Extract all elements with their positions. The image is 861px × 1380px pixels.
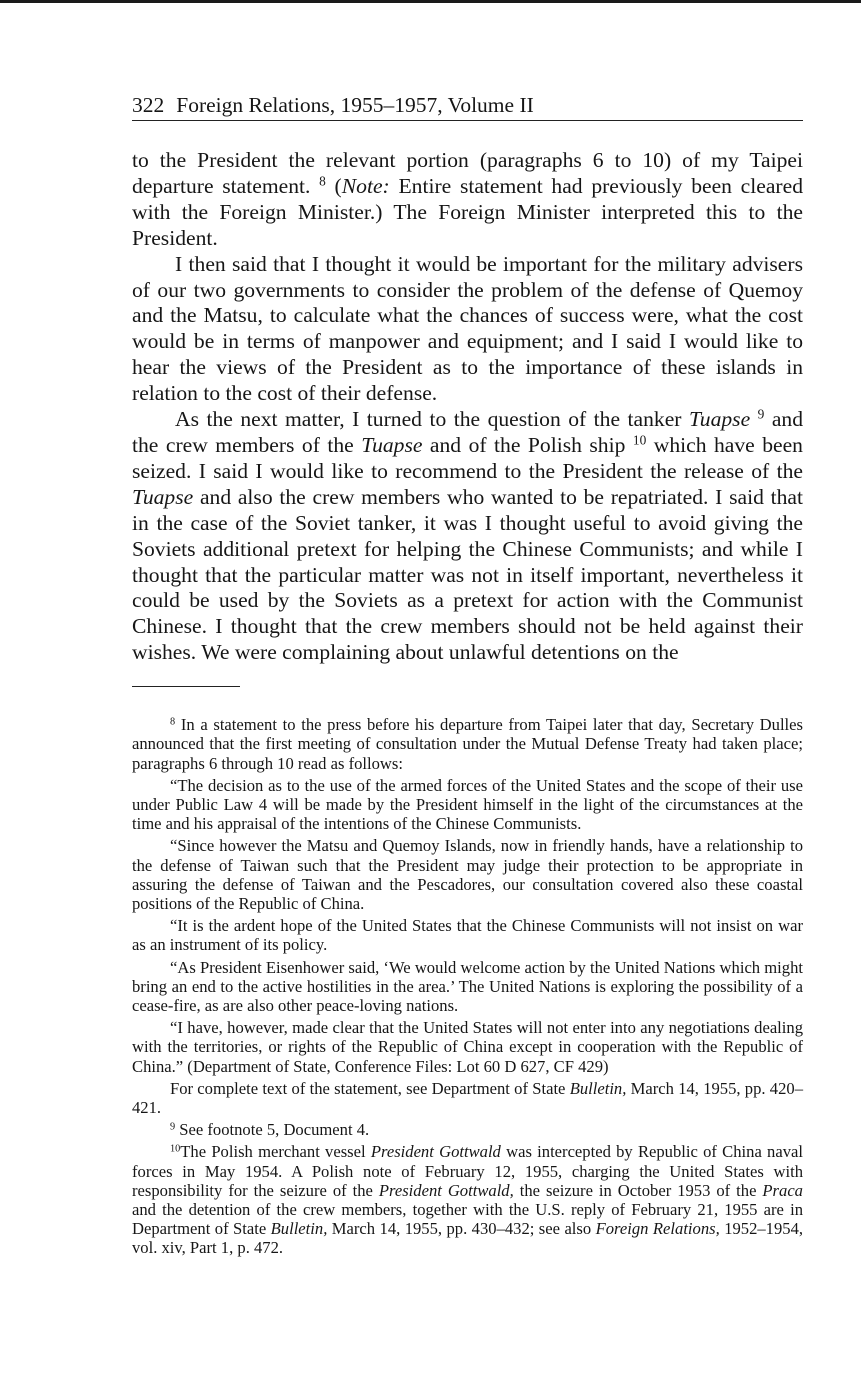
footnote-8-quote-3: “It is the ardent hope of the United States that the Chinese Communists will not insist on war as an instrument of its policy. [132,916,803,955]
footnote-8-quote-4: “As President Eisenhower said, ‘We would welcome action by the United Nations which might bring an end to the active hostilities in the area.’ The United Nations is exploring the possibility of a cease-fire, as are also other peace-loving nations. [132,957,803,1015]
ship-name: Praca [762,1180,803,1200]
scan-top-border [0,0,861,3]
document-page [132,92,803,1261]
footnote-ref-9: 9 [757,406,765,422]
footnote-text: See footnote 5, Document 4. [175,1120,370,1140]
footnote-mark: 8 [170,716,176,728]
running-title: Foreign Relations, 1955–1957, Volume II [176,93,534,117]
footnote-10 [132,1142,803,1257]
ship-name: Tuapse [688,407,751,432]
footnote-text: 1952–1954, vol. xiv, Part 1, p. 472. [132,1219,804,1258]
footnote-separator [132,686,240,687]
running-header [132,92,803,118]
page-number: 322 [132,93,165,117]
footnote-text: the seizure in October 1953 of the [513,1180,763,1200]
text-run: Entire statement had previously been cleared with the Foreign Minister.) The Foreign Minister interpreted this to the President. [132,173,804,250]
footnote-8-quote-5: “I have, however, made clear that the United States will not enter into any negotiations dealing with the territories, or rights of the Republic of China except in cooperation with the Republic of China.” (Department of State, Conference Files: Lot 60 D 627, CF 429) [132,1018,803,1076]
text-run: which have been seized. I said I would like to recommend to the President the release of the [132,432,803,483]
text-run: and also the crew members who wanted to be repatriated. I said that in the case of the Soviet tanker, it was I thought useful to avoid giving the Soviets additional pretext for helping the Chinese Communists; and while I thought that the particular matter was not in itself important, nevertheless it could be used by the Soviets as a pretext for action with the Communist Chinese. I thought that the crew members should not be held against their wishes. We were complaining about unlawful detentions on the [132,484,803,665]
ship-name: President Gottwald [370,1142,501,1162]
footnote-text: was intercepted by Republic of China naval forces in May 1954. A Polish note of February 12, 1955, charging the United States with responsibility for the seizure of the [132,1142,803,1200]
footnotes [132,715,803,1257]
footnote-9 [132,1120,803,1139]
header-rule [132,120,803,121]
ship-name: President Gottwald, [378,1180,514,1200]
footnote-text: March 14, 1955, pp. 420–421. [132,1078,803,1117]
publication-title: Bulletin, [270,1219,328,1239]
text-run: As the next matter, I turned to the question of the tanker [175,407,689,432]
note-label: Note: [341,173,390,198]
footnote-text: The Polish merchant vessel [180,1142,371,1162]
publication-title: Bulletin, [569,1078,627,1098]
text-run: and the crew members of the [132,407,803,457]
footnote-8-quote-2: “Since however the Matsu and Quemoy Islands, now in friendly hands, have a relationship to the defense of Taiwan such that the President may judge their protection to be appropriate in assuring the defense of Taiwan and the Pescadores, our consultation covered also these coastal positions of the Republic of China. [132,836,803,913]
footnote-text: and the detention of the crew members, together with the U.S. reply of February 21, 1955 are in Department of State [132,1200,803,1239]
ship-name: Tuapse [132,484,194,509]
text-run: to the President the relevant portion (paragraphs 6 to 10) of my Taipei departure statement. [132,148,803,198]
footnote-text: For complete text of the statement, see Department of State [170,1078,570,1098]
footnote-8 [132,715,803,773]
footnote-mark: 9 [170,1121,176,1133]
paragraph-1 [132,148,803,252]
footnote-ref-8: 8 [319,173,326,189]
footnote-8-quote-1: “The decision as to the use of the armed forces of the United States and the scope of their use under Public Law 4 will be made by the President himself in the light of the circumstances at the time and his appraisal of the intentions of the Chinese Communists. [132,775,803,834]
footnote-ref-10: 10 [632,432,647,448]
ship-name: Tuapse [361,432,423,457]
footnote-text: March 14, 1955, pp. 430–432; see also [327,1219,596,1239]
paragraph-2: I then said that I thought it would be important for the military advisers of our two governments to consider the problem of the defense of Quemoy and the Matsu, to calculate what the chances of success were, what the cost would be in terms of manpower and equipment; and I said I would like to hear the views of the President as to the importance of these islands in relation to the cost of their defense. [132,251,803,406]
main-text [132,148,803,666]
footnote-mark: 10 [170,1143,181,1155]
footnote-text: In a statement to the press before his departure from Taipei later that day, Secretary Dulles announced that the first meeting of consultation under the Mutual Defense Treaty had taken place; paragraphs 6 through 10 read as follows: [132,715,803,773]
footnote-8-source [132,1079,803,1117]
text-run: and of the Polish ship [422,432,626,457]
text-run: ( [325,173,342,198]
paragraph-3 [132,407,803,666]
publication-title: Foreign Relations, [595,1219,720,1239]
